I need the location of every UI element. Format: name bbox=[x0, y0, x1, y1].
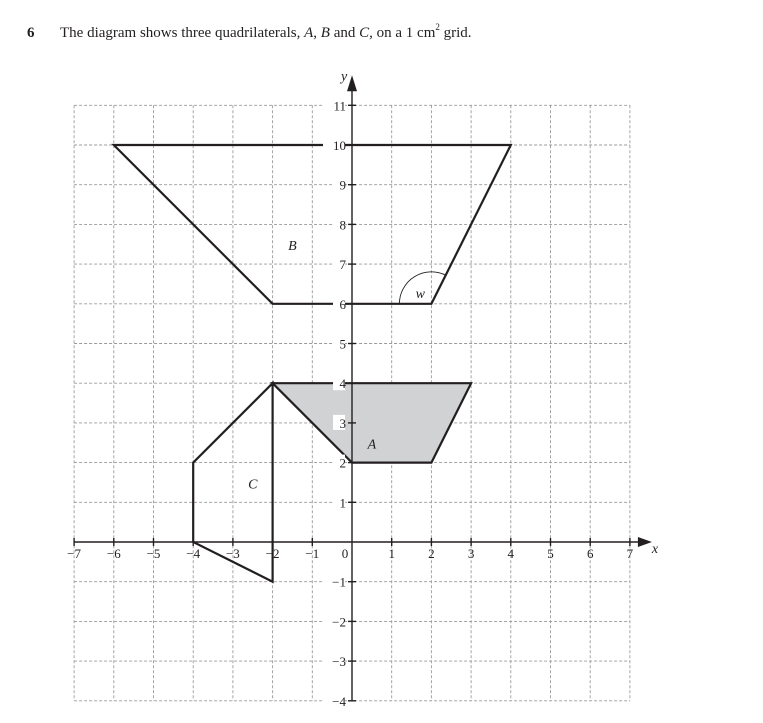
x-tick-label: −6 bbox=[106, 546, 121, 561]
y-axis-arrow-icon bbox=[347, 75, 357, 91]
x-axis-label: x bbox=[651, 542, 659, 557]
y-tick-label: 11 bbox=[333, 98, 346, 114]
shape-label-c: C bbox=[248, 477, 258, 493]
question-number: 6 bbox=[27, 25, 35, 41]
y-tick-label: 2 bbox=[339, 455, 346, 471]
x-tick-label: 7 bbox=[626, 546, 634, 561]
y-tick-label: −3 bbox=[332, 654, 346, 670]
angle-label-w: w bbox=[415, 286, 425, 302]
y-tick-label: −1 bbox=[332, 574, 346, 590]
question-text: The diagram shows three quadrilaterals, A, B and C, on a 1 $cm^2$ grid. bbox=[60, 22, 472, 41]
x-tick-label: −7 bbox=[67, 546, 82, 561]
y-tick-label: 6 bbox=[339, 296, 346, 312]
x-tick-label: 3 bbox=[467, 546, 475, 561]
x-tick-label: 5 bbox=[547, 546, 554, 561]
x-tick-label: −1 bbox=[305, 546, 320, 561]
x-tick-label: −3 bbox=[225, 546, 240, 561]
y-tick-label: 4 bbox=[339, 376, 346, 392]
x-tick-label: 1 bbox=[388, 546, 395, 561]
x-tick-label: −5 bbox=[146, 546, 161, 561]
y-tick-label: 9 bbox=[339, 177, 346, 193]
y-tick-label: −4 bbox=[332, 693, 346, 709]
x-tick-label: 0 bbox=[341, 546, 349, 561]
x-tick-label: −4 bbox=[186, 546, 201, 561]
y-tick-label: 7 bbox=[339, 257, 346, 273]
y-axis-label: y bbox=[341, 69, 348, 85]
y-tick-label: −2 bbox=[332, 614, 346, 630]
x-tick-label: 4 bbox=[507, 546, 515, 561]
x-tick-label: 6 bbox=[586, 546, 594, 561]
shape-label-a: A bbox=[367, 437, 377, 453]
x-tick-label: −2 bbox=[265, 546, 280, 561]
y-tick-label: 1 bbox=[339, 495, 346, 511]
shape-label-b: B bbox=[288, 239, 297, 255]
y-tick-label: 5 bbox=[339, 336, 346, 352]
y-tick-label: 3 bbox=[339, 415, 346, 431]
y-tick-label: 10 bbox=[333, 138, 346, 153]
x-tick-label: 2 bbox=[428, 546, 435, 561]
y-tick-label: 8 bbox=[339, 217, 346, 233]
x-axis-arrow-icon bbox=[638, 537, 652, 547]
